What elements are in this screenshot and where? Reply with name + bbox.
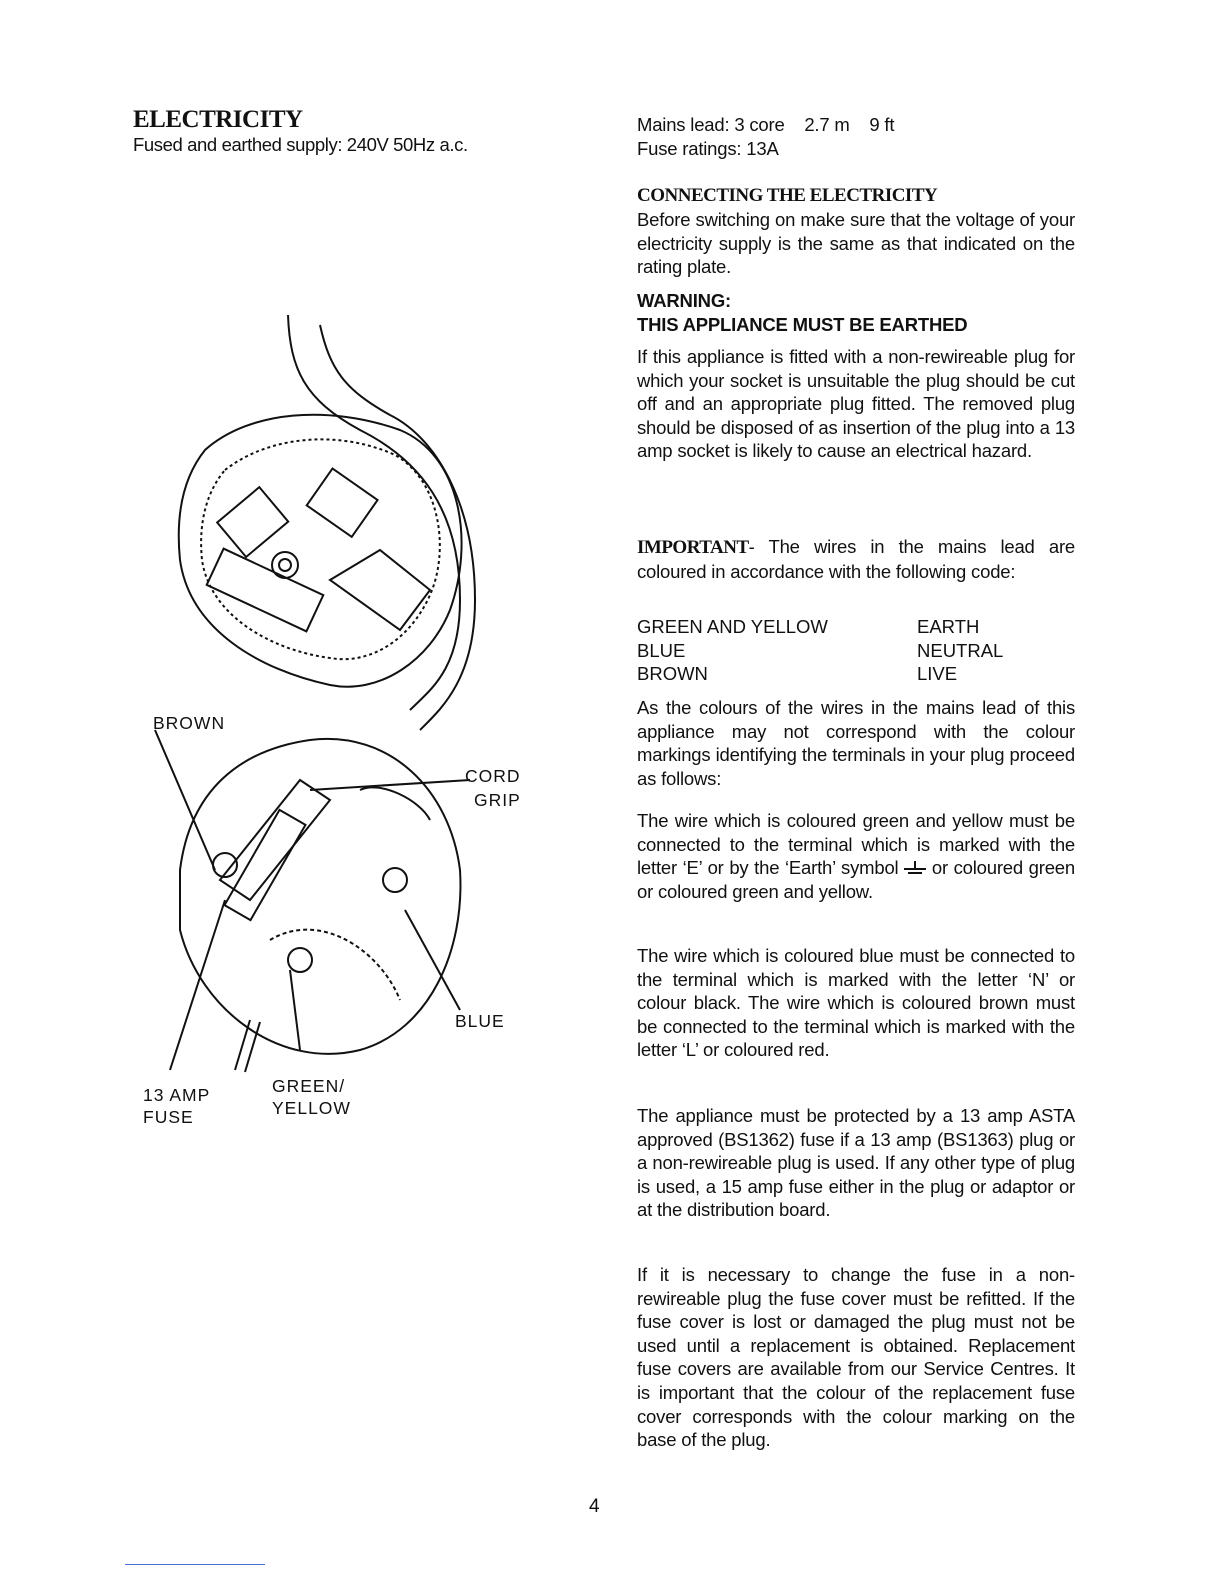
paragraph-change-fuse: If it is necessary to change the fuse in a non-rewireable plug the fuse cover must be refitted. If the fuse cover is lost or damaged the plug must not be used until a replacement is obtained. Replacement fuse covers are available from our Service Centres. It is important that the colour of the replacement fuse cover corresponds with the colour marking on the base of the plug. <box>637 1264 1075 1451</box>
fuse-ratings: Fuse ratings: 13A <box>637 138 779 159</box>
label-13-amp: 13 AMP <box>143 1085 211 1105</box>
paragraph-blue: The wire which is coloured blue must be connected to the terminal which is marked with the letter ‘N’ or colour black. The wire which is coloured brown must be connected to the terminal which is marked with the letter ‘L’ or coloured red. <box>637 945 1075 1061</box>
earth-symbol-icon <box>904 861 926 877</box>
label-yellow: YELLOW <box>272 1098 351 1118</box>
paragraph-green <box>637 809 1075 903</box>
warning-label: WARNING: <box>637 290 731 311</box>
connecting-text: Before switching on make sure that the voltage of your electricity supply is the same as that indicated on the rating plate. <box>637 209 1075 278</box>
label-blue: BLUE <box>455 1011 505 1031</box>
wire-function: NEUTRAL <box>917 639 1004 661</box>
mains-lead-spec: Mains lead: 3 core 2.7 m 9 ft <box>637 114 895 135</box>
label-green: GREEN/ <box>272 1076 346 1096</box>
divider-line <box>125 1564 265 1565</box>
connecting-heading: CONNECTING THE ELECTRICITY <box>637 185 938 206</box>
table-row <box>637 639 1003 663</box>
supply-spec: Fused and earthed supply: 240V 50Hz a.c. <box>133 134 468 155</box>
label-brown: BROWN <box>153 713 226 733</box>
paragraph-plug: If this appliance is fitted with a non-rewireable plug for which your socket is unsuitable the plug should be cut off and an appropriate plug fitted. The removed plug should be disposed of as insertion of the plug into a 13 amp socket is likely to cause an electrical hazard. <box>637 346 1075 462</box>
green-text-b: or coloured green or coloured green and yellow. <box>637 857 1075 902</box>
table-row <box>637 662 1003 686</box>
page-number: 4 <box>589 1496 600 1517</box>
wire-colour: BLUE <box>637 639 686 661</box>
wire-function: LIVE <box>917 663 958 685</box>
section-title: ELECTRICITY <box>133 106 303 133</box>
wire-code-table <box>637 615 1003 686</box>
paragraph-important <box>637 535 1075 583</box>
paragraph-protection: The appliance must be protected by a 13 amp ASTA approved (BS1362) fuse if a 13 amp (BS1363) plug or a non-rewireable plug is used. If any other type of plug is used, a 15 amp fuse either in the plug or adaptor or at the distribution board. <box>637 1105 1075 1221</box>
plug-wiring-diagram <box>130 310 490 1090</box>
wire-colour: GREEN AND YELLOW <box>637 616 828 637</box>
wire-colour: BROWN <box>637 663 708 685</box>
table-row <box>637 615 1003 639</box>
important-text: - The wires in the mains lead are coloured in accordance with the following code: <box>637 536 1075 582</box>
label-cord: CORD <box>465 766 521 786</box>
warning-text: THIS APPLIANCE MUST BE EARTHED <box>637 314 968 335</box>
green-text-a: The wire which is coloured green and yellow must be connected to the terminal which is marked with the letter ‘E’ or by the ‘Earth’ symbol <box>637 810 1075 879</box>
label-fuse: FUSE <box>143 1107 194 1127</box>
wire-function: EARTH <box>917 616 980 637</box>
important-label: IMPORTANT <box>637 537 749 558</box>
label-grip: GRIP <box>474 790 521 810</box>
paragraph-colours: As the colours of the wires in the mains lead of this appliance may not correspond with the colour markings identifying the terminals in your plug proceed as follows: <box>637 697 1075 789</box>
